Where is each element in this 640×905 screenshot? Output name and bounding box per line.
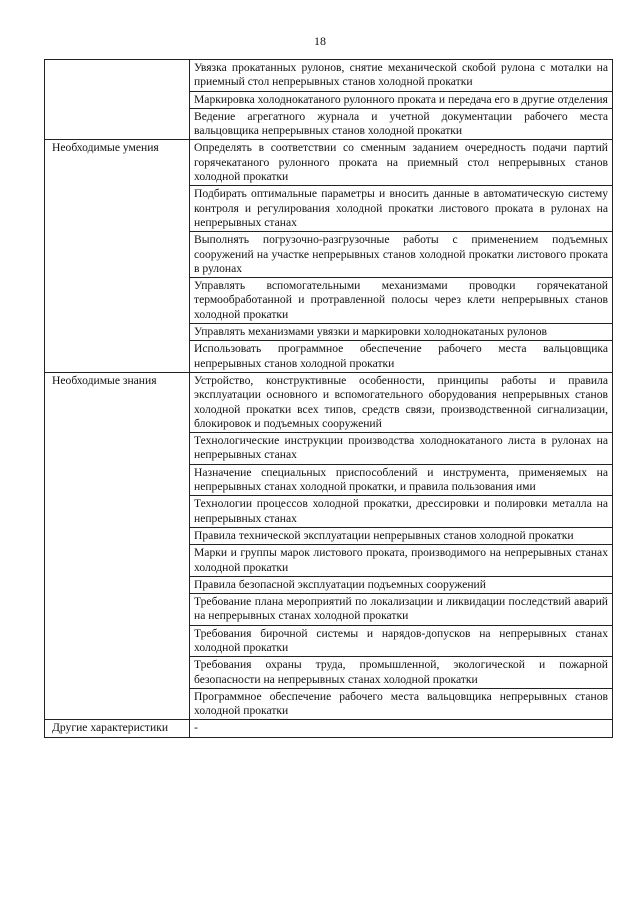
section-label-other: Другие характеристики	[45, 720, 190, 737]
table-cell: Марки и группы марок листового проката, производимого на непрерывных станах холодной прокатки	[190, 545, 613, 577]
table-cell: Программное обеспечение рабочего места вальцовщика непрерывных станов холодной прокатки	[190, 688, 613, 720]
table-cell: Устройство, конструктивные особенности, принципы работы и правила эксплуатации основного и вспомогательного оборудования непрерывных станов холодной прокатки всех типов, средств связи, производственной сигнализации, блокировок и подъемных сооружений	[190, 372, 613, 432]
table-cell: Правила технической эксплуатации непрерывных станов холодной прокатки	[190, 527, 613, 544]
table-cell: Технологии процессов холодной прокатки, дрессировки и полировки металла на непрерывных станах	[190, 496, 613, 528]
section-label	[45, 60, 190, 140]
table-cell: Маркировка холоднокатаного рулонного проката и передача его в другие отделения	[190, 91, 613, 108]
table-row	[45, 140, 613, 186]
table-cell: Ведение агрегатного журнала и учетной документации рабочего места вальцовщика непрерывных станов холодной прокатки	[190, 108, 613, 140]
page-number: 18	[314, 34, 326, 48]
table-cell: Назначение специальных приспособлений и инструмента, применяемых на непрерывных станах холодной прокатки, и правила пользования ими	[190, 464, 613, 496]
table-cell: Подбирать оптимальные параметры и вносить данные в автоматическую систему контроля и регулирования холодной прокатки листового проката в рулонах на непрерывных станах	[190, 186, 613, 232]
table-cell: -	[190, 720, 613, 737]
table-cell: Правила безопасной эксплуатации подъемных сооружений	[190, 576, 613, 593]
table-cell: Использовать программное обеспечение рабочего места вальцовщика непрерывных станов холодной прокатки	[190, 341, 613, 373]
table-cell: Выполнять погрузочно-разгрузочные работы с применением подъемных сооружений на участке непрерывных станов холодной прокатки листового проката в рулонах	[190, 232, 613, 278]
table-cell: Определять в соответствии со сменным заданием очередность подачи партий горячекатаного рулонного проката на приемный стол непрерывных станов холодной прокатки	[190, 140, 613, 186]
section-label-skills: Необходимые умения	[45, 140, 190, 372]
competency-table	[44, 59, 613, 738]
table-cell: Управлять вспомогательными механизмами проводки горячекатаной термообработанной и протравленной полосы через клети непрерывных станов холодной прокатки	[190, 278, 613, 324]
table-cell: Требования бирочной системы и нарядов-допусков на непрерывных станах холодной прокатки	[190, 625, 613, 657]
table-row	[45, 720, 613, 737]
table-cell: Технологические инструкции производства холоднокатаного листа в рулонах на непрерывных станах	[190, 433, 613, 465]
table-cell: Требование плана мероприятий по локализации и ликвидации последствий аварий на непрерывных станах холодной прокатки	[190, 594, 613, 626]
table-row	[45, 372, 613, 432]
table-cell: Управлять механизмами увязки и маркировки холоднокатаных рулонов	[190, 324, 613, 341]
table-cell: Требования охраны труда, промышленной, экологической и пожарной безопасности на непрерывных станах холодной прокатки	[190, 657, 613, 689]
table-cell: Увязка прокатанных рулонов, снятие механической скобой рулона с моталки на приемный стол непрерывных станов холодной прокатки	[190, 60, 613, 92]
table-row	[45, 60, 613, 92]
section-label-knowledge: Необходимые знания	[45, 372, 190, 720]
